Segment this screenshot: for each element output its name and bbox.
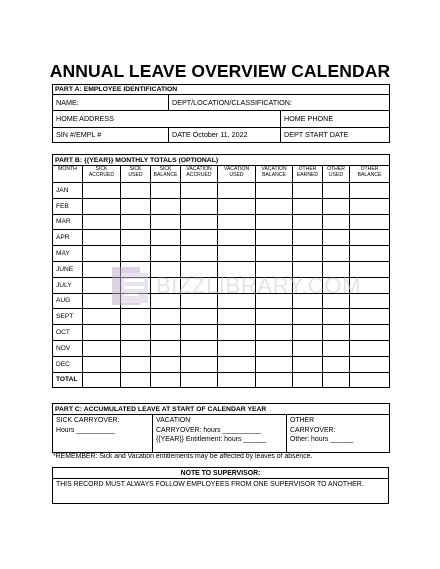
leave-value-cell[interactable] [323,325,350,341]
leave-value-cell[interactable] [151,325,181,341]
name-field[interactable]: NAME: [53,95,169,111]
sick-carryover-label: SICK CARRYOVER: [56,417,120,424]
month-row [53,309,390,325]
leave-value-cell[interactable] [350,246,390,262]
part-a-header: PART A: EMPLOYEE IDENTIFICATION [53,85,390,95]
leave-value-cell[interactable] [151,309,181,325]
leave-value-cell[interactable] [121,230,151,246]
leave-value-cell[interactable] [181,340,218,356]
leave-value-cell[interactable] [83,309,121,325]
home-phone-field[interactable]: HOME PHONE [281,110,390,127]
month-row [53,340,390,356]
column-header: OTHER USED [323,166,350,183]
note-header: NOTE TO SUPERVISOR: [53,468,389,479]
leave-value-cell[interactable] [293,372,323,388]
sin-empl-field[interactable]: SIN #/EMPL # [53,127,169,143]
leave-value-cell[interactable] [181,325,218,341]
month-row [53,183,390,199]
leave-value-cell[interactable] [218,183,256,199]
leave-value-cell[interactable] [218,356,256,372]
leave-value-cell[interactable] [293,356,323,372]
leave-value-cell[interactable] [83,325,121,341]
leave-value-cell[interactable] [83,356,121,372]
leave-value-cell[interactable] [121,214,151,230]
month-label: JUNE [53,261,83,277]
leave-value-cell[interactable] [323,214,350,230]
vacation-entitlement-field[interactable]: {{YEAR}} Entitlement: hours ______ [156,436,267,444]
month-label: MAR [53,214,83,230]
leave-value-cell[interactable] [293,214,323,230]
month-label: JAN [53,183,83,199]
leave-value-cell[interactable] [218,340,256,356]
dept-start-date-field[interactable]: DEPT START DATE [281,127,390,143]
leave-value-cell[interactable] [323,372,350,388]
leave-value-cell[interactable] [293,230,323,246]
leave-value-cell[interactable] [151,183,181,199]
leave-value-cell[interactable] [83,230,121,246]
leave-value-cell[interactable] [293,340,323,356]
leave-value-cell[interactable] [218,198,256,214]
leave-value-cell[interactable] [181,198,218,214]
dept-location-field[interactable]: DEPT/LOCATION/CLASSIFICATION: [169,95,390,111]
month-label: MAY [53,246,83,262]
leave-value-cell[interactable] [151,246,181,262]
leave-value-cell[interactable] [83,246,121,262]
leave-value-cell[interactable] [151,340,181,356]
leave-value-cell[interactable] [218,309,256,325]
note-body: THIS RECORD MUST ALWAYS FOLLOW EMPLOYEES FROM ONE SUPERVISOR TO ANOTHER. [53,479,389,504]
vacation-label: VACATION [156,417,191,424]
other-hours-field[interactable]: Other: hours ______ [290,436,354,444]
leave-value-cell[interactable] [181,214,218,230]
leave-value-cell[interactable] [350,198,390,214]
leave-value-cell[interactable] [323,183,350,199]
leave-value-cell[interactable] [83,340,121,356]
column-header: OTHER EARNED [293,166,323,183]
leave-value-cell[interactable] [256,372,293,388]
leave-value-cell[interactable] [256,230,293,246]
part-c-header: PART C: ACCUMULATED LEAVE AT START OF CALENDAR YEAR [53,404,390,415]
watermark-text: BIZZLIBRARY.COM [156,273,362,298]
leave-value-cell[interactable] [121,340,151,356]
leave-value-cell[interactable] [293,246,323,262]
leave-value-cell[interactable] [350,356,390,372]
month-row [53,372,390,388]
leave-value-cell[interactable] [323,198,350,214]
leave-value-cell[interactable] [323,309,350,325]
leave-value-cell[interactable] [151,214,181,230]
employee-identification-table [52,84,390,143]
accumulated-leave-table [52,403,390,453]
leave-value-cell[interactable] [256,183,293,199]
leave-value-cell[interactable] [256,246,293,262]
column-header: VACATION BALANCE [256,166,293,183]
column-header: OTHER BALANCE [350,166,390,183]
column-header: VACATION USED [218,166,256,183]
leave-value-cell[interactable] [218,372,256,388]
leave-value-cell[interactable] [293,325,323,341]
date-field[interactable]: DATE October 11, 2022 [169,127,281,143]
sick-carryover-cell[interactable] [53,415,153,453]
other-label: OTHER [290,417,315,424]
vacation-carryover-cell[interactable] [153,415,287,453]
month-label: SEPT [53,309,83,325]
leave-value-cell[interactable] [350,214,390,230]
leave-value-cell[interactable] [181,372,218,388]
month-label: OCT [53,325,83,341]
column-header: SICK USED [121,166,151,183]
leave-value-cell[interactable] [293,198,323,214]
month-row [53,356,390,372]
home-address-field[interactable]: HOME ADDRESS [53,110,281,127]
leave-value-cell[interactable] [256,325,293,341]
leave-value-cell[interactable] [121,325,151,341]
other-carryover-cell[interactable] [287,415,390,453]
leave-value-cell[interactable] [350,309,390,325]
leave-value-cell[interactable] [121,372,151,388]
leave-value-cell[interactable] [181,356,218,372]
leave-value-cell[interactable] [83,214,121,230]
month-label: DEC [53,356,83,372]
supervisor-note-table [52,467,389,504]
leave-value-cell[interactable] [256,356,293,372]
leave-value-cell[interactable] [181,183,218,199]
leave-value-cell[interactable] [218,246,256,262]
month-label: AUG [53,293,83,309]
column-header: SICK BALANCE [151,166,181,183]
leave-value-cell[interactable] [83,198,121,214]
leave-value-cell[interactable] [121,246,151,262]
watermark-logo-icon [110,265,154,307]
column-header: VACATION ACCRUED [181,166,218,183]
month-row [53,325,390,341]
leave-value-cell[interactable] [293,183,323,199]
leave-value-cell[interactable] [121,198,151,214]
leave-value-cell[interactable] [293,309,323,325]
sick-hours-field[interactable]: Hours __________ [56,426,115,434]
leave-value-cell[interactable] [121,356,151,372]
leave-value-cell[interactable] [151,356,181,372]
leave-value-cell[interactable] [121,309,151,325]
leave-value-cell[interactable] [181,230,218,246]
month-label: FEB [53,198,83,214]
leave-value-cell[interactable] [256,309,293,325]
leave-value-cell[interactable] [181,309,218,325]
leave-value-cell[interactable] [83,372,121,388]
leave-value-cell[interactable] [323,356,350,372]
month-label: JULY [53,277,83,293]
month-row [53,214,390,230]
leave-value-cell[interactable] [218,325,256,341]
leave-value-cell[interactable] [218,214,256,230]
leave-value-cell[interactable] [151,230,181,246]
leave-value-cell[interactable] [256,198,293,214]
month-label: APR [53,230,83,246]
leave-value-cell[interactable] [121,183,151,199]
leave-value-cell[interactable] [256,340,293,356]
leave-value-cell[interactable] [151,198,181,214]
leave-value-cell[interactable] [350,340,390,356]
leave-value-cell[interactable] [350,372,390,388]
total-label: TOTAL [53,372,83,388]
bizzlibrary-watermark [110,265,362,307]
month-row [53,230,390,246]
remember-note: *REMEMBER: Sick and Vacation entitlements may be affected by leaves of absence. [53,453,313,460]
leave-value-cell[interactable] [323,230,350,246]
page-title: ANNUAL LEAVE OVERVIEW CALENDAR [49,61,391,81]
leave-value-cell[interactable] [350,230,390,246]
vacation-carryover-field[interactable]: CARRYOVER: hours __________ [156,426,261,434]
leave-value-cell[interactable] [83,183,121,199]
leave-value-cell[interactable] [323,246,350,262]
part-b-header: PART B: {{YEAR}} MONTHLY TOTALS (OPTIONAL) [53,155,390,166]
leave-value-cell[interactable] [218,230,256,246]
month-row [53,246,390,262]
leave-value-cell[interactable] [151,372,181,388]
leave-value-cell[interactable] [323,340,350,356]
month-row [53,198,390,214]
column-header: SICK ACCRUED [83,166,121,183]
leave-value-cell[interactable] [350,325,390,341]
leave-value-cell[interactable] [350,183,390,199]
other-carryover-label: CARRYOVER: [290,426,336,434]
leave-value-cell[interactable] [256,214,293,230]
leave-value-cell[interactable] [181,246,218,262]
column-header: MONTH [53,166,83,183]
month-label: NOV [53,340,83,356]
